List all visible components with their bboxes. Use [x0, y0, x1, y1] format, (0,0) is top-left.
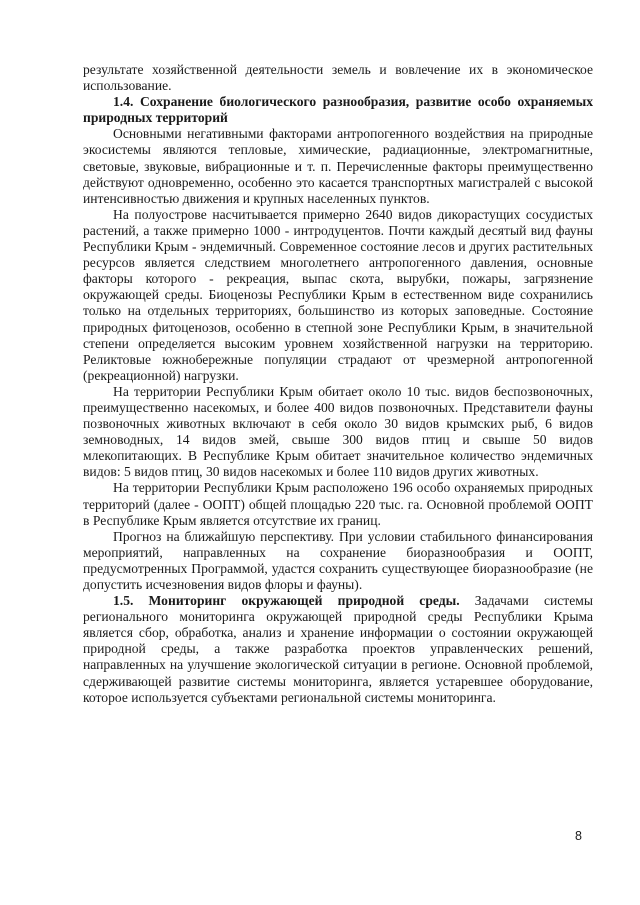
paragraph-negative-factors: Основными негативными факторами антропогенного воздействия на природные экосистемы являются тепловые, химические, радиационные, электромагнитные, световые, звуковые, вибрационные и т. п. Перечисленные факторы преимущественно действуют одновременно, особенно это касается транспортных магистралей с высокой интенсивностью движения и крупных населенных пунктов.	[83, 126, 593, 206]
paragraph-monitoring	[83, 593, 593, 706]
paragraph-fauna: На территории Республики Крым обитает около 10 тыс. видов беспозвоночных, преимущественно насекомых, и более 400 видов позвоночных. Представители фауны позвоночных животных включают в себя около 30 видов крымских рыб, 6 видов земноводных, 14 видов змей, свыше 300 видов птиц и свыше 50 видов млекопитающих. В Республике Крым обитает значительное количество эндемичных видов: 5 видов птиц, 30 видов насекомых и более 110 видов других животных.	[83, 383, 593, 480]
monitoring-text: Задачами системы регионального мониторинга окружающей природной среды Республики Крыма является сбор, обработка, анализ и хранение информации о состоянии окружающей природной среды, а также разработка проектов управленческих решений, направленных на улучшение экологической ситуации в регионе. Основной проблемой, сдерживающей развитие системы мониторинга, является устаревшее оборудование, которое используется субъектами региональной системы мониторинга.	[83, 593, 593, 705]
paragraph-flora: На полуострове насчитывается примерно 2640 видов дикорастущих сосудистых растений, а также примерно 1000 - интродуцентов. Почти каждый десятый вид фауны Республики Крым - эндемичный. Современное состояние лесов и других растительных ресурсов является следствием многолетнего антропогенного давления, основные факторы которого - рекреация, выпас скота, вырубки, пожары, загрязнение окружающей среды. Биоценозы Республики Крым в естественном виде сохранились только на отдельных территориях, большинство из которых заповедные. Состояние природных фитоценозов, особенно в степной зоне Республики Крым, в значительной степени определяется высоким уровнем хозяйственной нагрузки на территорию. Реликтовые южнобережные популяции страдают от чрезмерной антропогенной (рекреационной) нагрузки.	[83, 206, 593, 383]
section-heading-1-5: 1.5. Мониторинг окружающей природной среды.	[113, 593, 460, 609]
paragraph-continuation: результате хозяйственной деятельности земель и вовлечение их в экономическое использование.	[83, 62, 593, 94]
section-heading-1-4: 1.4. Сохранение биологического разнообразия, развитие особо охраняемых природных территорий	[83, 94, 593, 126]
body-text	[83, 62, 593, 706]
page-number: 8	[575, 829, 582, 843]
paragraph-forecast: Прогноз на ближайшую перспективу. При условии стабильного финансирования мероприятий, направленных на сохранение биоразнообразия и ООПТ, предусмотренных Программой, удастся сохранить существующее биоразнообразие (не допустить исчезновения видов флоры и фауны).	[83, 528, 593, 592]
paragraph-protected-areas: На территории Республики Крым расположено 196 особо охраняемых природных территорий (далее - ООПТ) общей площадью 220 тыс. га. Основной проблемой ООПТ в Республике Крым является отсутствие их границ.	[83, 480, 593, 528]
